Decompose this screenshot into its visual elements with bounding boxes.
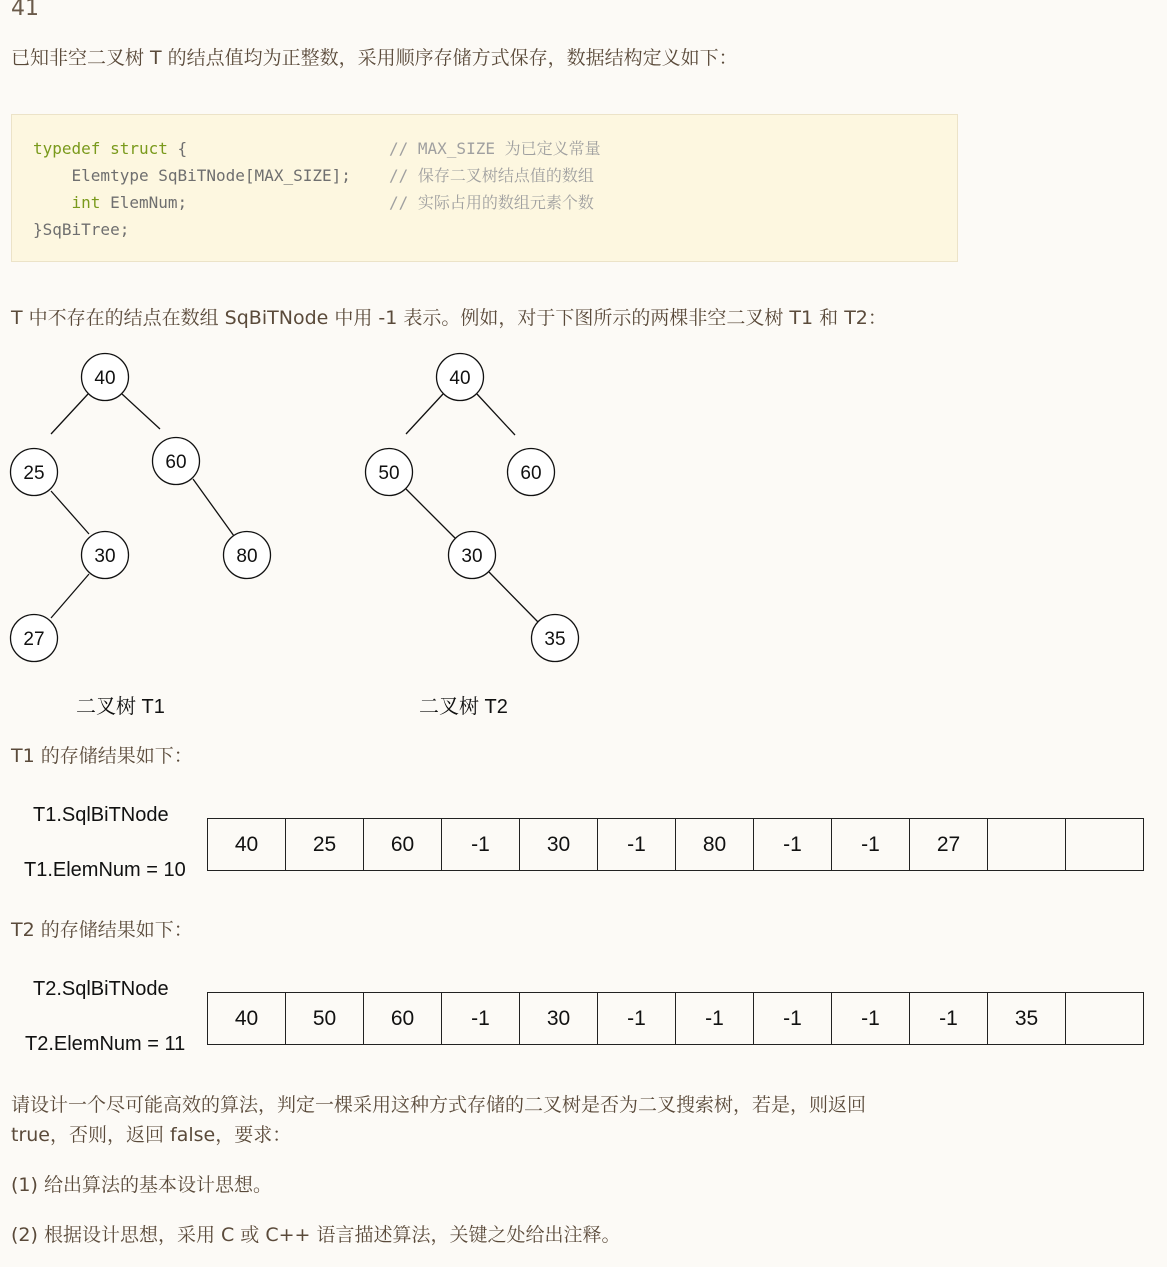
array-cell: -1 bbox=[598, 819, 676, 871]
code-line-3 bbox=[33, 189, 187, 216]
node-label: 60 bbox=[165, 452, 187, 473]
tree-node bbox=[532, 615, 579, 662]
tree-node bbox=[224, 532, 271, 579]
intro-text: 已知非空二叉树 T 的结点值均为正整数，采用顺序存储方式保存，数据结构定义如下： bbox=[11, 47, 738, 69]
tree-node bbox=[449, 532, 496, 579]
array-cell: 40 bbox=[208, 993, 286, 1045]
t2-elemnum-label: T2.ElemNum = 11 bbox=[25, 1033, 186, 1055]
array-cell: 80 bbox=[676, 819, 754, 871]
array-cell: 60 bbox=[364, 819, 442, 871]
node-label: 30 bbox=[94, 546, 116, 567]
tree-node bbox=[82, 532, 129, 579]
t2-result-intro: T2 的存储结果如下： bbox=[11, 919, 193, 941]
t2-array-table bbox=[207, 992, 1144, 1045]
node-label: 27 bbox=[23, 629, 45, 650]
array-cell: 40 bbox=[208, 819, 286, 871]
tree-node bbox=[11, 449, 58, 496]
tree-node bbox=[11, 615, 58, 662]
array-cell: -1 bbox=[754, 819, 832, 871]
tree2-caption: 二叉树 T2 bbox=[419, 696, 508, 718]
t2-array-label: T2.SqlBiTNode bbox=[33, 978, 169, 1000]
tree1-caption: 二叉树 T1 bbox=[76, 696, 165, 718]
array-cell: -1 bbox=[832, 993, 910, 1045]
array-cell: -1 bbox=[442, 993, 520, 1045]
array-cell: 35 bbox=[988, 993, 1066, 1045]
array-cell: -1 bbox=[676, 993, 754, 1045]
array-cell: 60 bbox=[364, 993, 442, 1045]
code-indent bbox=[33, 193, 72, 212]
tree1-edges bbox=[51, 394, 234, 618]
task-text-line-2: true，否则，返回 false，要求： bbox=[11, 1124, 292, 1146]
tree-node bbox=[508, 449, 555, 496]
node-label: 40 bbox=[449, 368, 471, 389]
code-comment-2: // 保存二叉树结点值的数组 bbox=[389, 166, 594, 185]
node-label: 30 bbox=[461, 546, 483, 567]
node-label: 40 bbox=[94, 368, 116, 389]
requirement-1: (1) 给出算法的基本设计思想。 bbox=[11, 1174, 272, 1196]
code-text: ElemNum; bbox=[100, 193, 188, 212]
task-text-line-1: 请设计一个尽可能高效的算法，判定一棵采用这种方式存储的二叉树是否为二叉搜索树，若是，则返回 bbox=[11, 1094, 867, 1116]
node-label: 35 bbox=[544, 629, 566, 650]
tree1-nodes bbox=[11, 354, 271, 662]
array-cell: 25 bbox=[286, 819, 364, 871]
code-line-1 bbox=[33, 135, 187, 162]
array-cell: 30 bbox=[520, 819, 598, 871]
code-block bbox=[11, 114, 958, 262]
t1-array-label: T1.SqlBiTNode bbox=[33, 804, 169, 826]
tree2-nodes bbox=[366, 354, 579, 662]
binary-trees-diagram bbox=[0, 340, 620, 680]
code-line-4: }SqBiTree; bbox=[33, 220, 130, 239]
array-cell: -1 bbox=[910, 993, 988, 1045]
description-text: T 中不存在的结点在数组 SqBiTNode 中用 -1 表示。例如，对于下图所示的两棵非空二叉树 T1 和 T2： bbox=[11, 307, 887, 329]
node-label: 80 bbox=[236, 546, 258, 567]
t1-elemnum-label: T1.ElemNum = 10 bbox=[24, 859, 186, 881]
array-cell: 50 bbox=[286, 993, 364, 1045]
code-text: { bbox=[167, 139, 188, 158]
array-cell: 30 bbox=[520, 993, 598, 1045]
array-cell: -1 bbox=[832, 819, 910, 871]
requirement-2: (2) 根据设计思想，采用 C 或 C++ 语言描述算法，关键之处给出注释。 bbox=[11, 1224, 621, 1246]
tree-node bbox=[82, 354, 129, 401]
tree-node bbox=[366, 449, 413, 496]
array-cell bbox=[1066, 819, 1144, 871]
tree-node bbox=[437, 354, 484, 401]
array-cell: -1 bbox=[442, 819, 520, 871]
code-line-2: Elemtype SqBiTNode[MAX_SIZE]; bbox=[33, 166, 351, 185]
t1-result-intro: T1 的存储结果如下： bbox=[11, 745, 193, 767]
tree-node bbox=[153, 438, 200, 485]
question-number: 41 bbox=[11, 0, 39, 21]
array-cell: 27 bbox=[910, 819, 988, 871]
array-cell: -1 bbox=[598, 993, 676, 1045]
array-cell: -1 bbox=[754, 993, 832, 1045]
t1-array-table bbox=[207, 818, 1144, 871]
node-label: 25 bbox=[23, 463, 45, 484]
tree2-edges bbox=[406, 394, 538, 622]
code-keyword: int bbox=[71, 193, 101, 212]
code-keyword: typedef struct bbox=[33, 139, 168, 158]
code-comment-1: // MAX_SIZE 为已定义常量 bbox=[389, 139, 601, 158]
code-comment-3: // 实际占用的数组元素个数 bbox=[389, 193, 594, 212]
array-cell bbox=[988, 819, 1066, 871]
array-cell bbox=[1066, 993, 1144, 1045]
node-label: 60 bbox=[520, 463, 542, 484]
node-label: 50 bbox=[378, 463, 400, 484]
